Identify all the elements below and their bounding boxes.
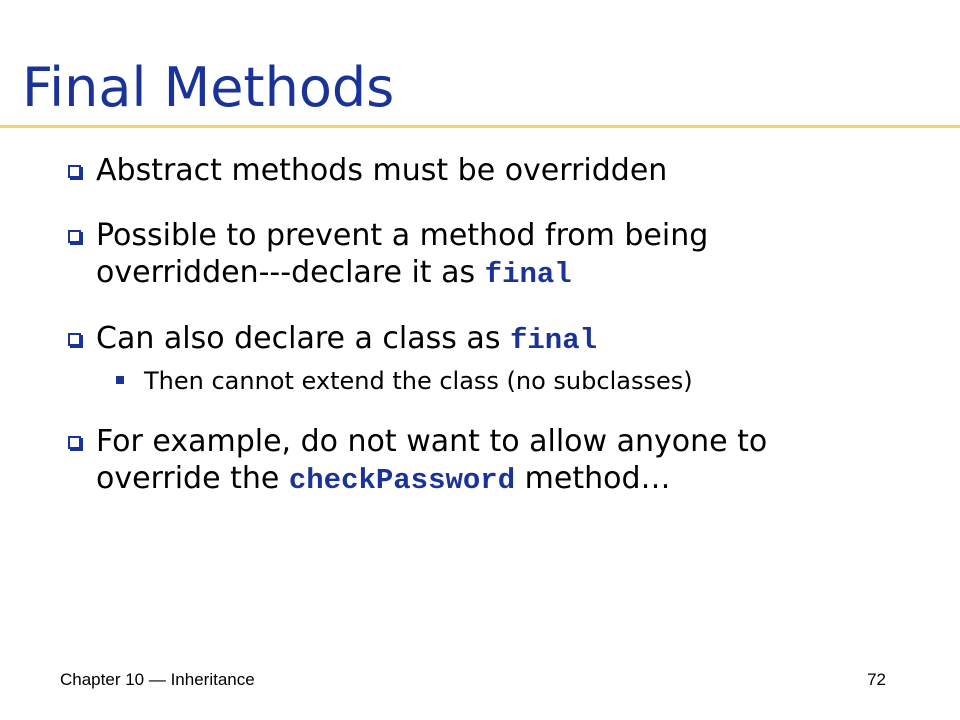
bullet-line bbox=[96, 254, 918, 293]
bullet-text-segment: overridden---declare it as bbox=[96, 255, 485, 290]
bullet-text bbox=[96, 217, 918, 293]
filled-square-bullet-icon bbox=[116, 376, 124, 384]
slide-title: Final Methods bbox=[22, 56, 395, 119]
bullet-text bbox=[96, 152, 918, 189]
square-bullet-icon bbox=[68, 333, 81, 346]
bullet-item bbox=[68, 152, 918, 189]
bullet-line: Possible to prevent a method from being bbox=[96, 218, 709, 253]
code-keyword: final bbox=[484, 258, 572, 291]
bullet-text-segment: override the bbox=[96, 461, 289, 496]
page-number: 72 bbox=[867, 670, 886, 689]
bullet-item bbox=[68, 320, 918, 359]
square-bullet-icon bbox=[68, 436, 81, 449]
bullet-line bbox=[96, 460, 918, 499]
bullet-text bbox=[96, 320, 918, 359]
footer-chapter-label: Chapter 10 bbox=[60, 670, 149, 689]
code-keyword: final bbox=[509, 324, 597, 357]
square-bullet-icon bbox=[68, 165, 81, 178]
bullet-line: Abstract methods must be overridden bbox=[96, 153, 668, 188]
bullet-item bbox=[68, 217, 918, 293]
sub-bullet-item bbox=[116, 366, 916, 396]
bullet-line bbox=[96, 320, 918, 359]
footer-chapter bbox=[60, 669, 255, 691]
bullet-text-segment: method… bbox=[515, 461, 671, 496]
bullet-item bbox=[68, 423, 918, 499]
bullet-text bbox=[96, 423, 918, 499]
bullet-line: For example, do not want to allow anyone to bbox=[96, 424, 768, 459]
footer-dash: — bbox=[148, 670, 166, 689]
code-identifier: checkPassword bbox=[288, 464, 516, 497]
sub-bullet-text: Then cannot extend the class (no subclasses) bbox=[144, 367, 693, 395]
footer-topic: Inheritance bbox=[165, 670, 255, 689]
bullet-text-segment: Can also declare a class as bbox=[96, 321, 510, 356]
square-bullet-icon bbox=[68, 230, 81, 243]
title-divider bbox=[0, 125, 960, 128]
